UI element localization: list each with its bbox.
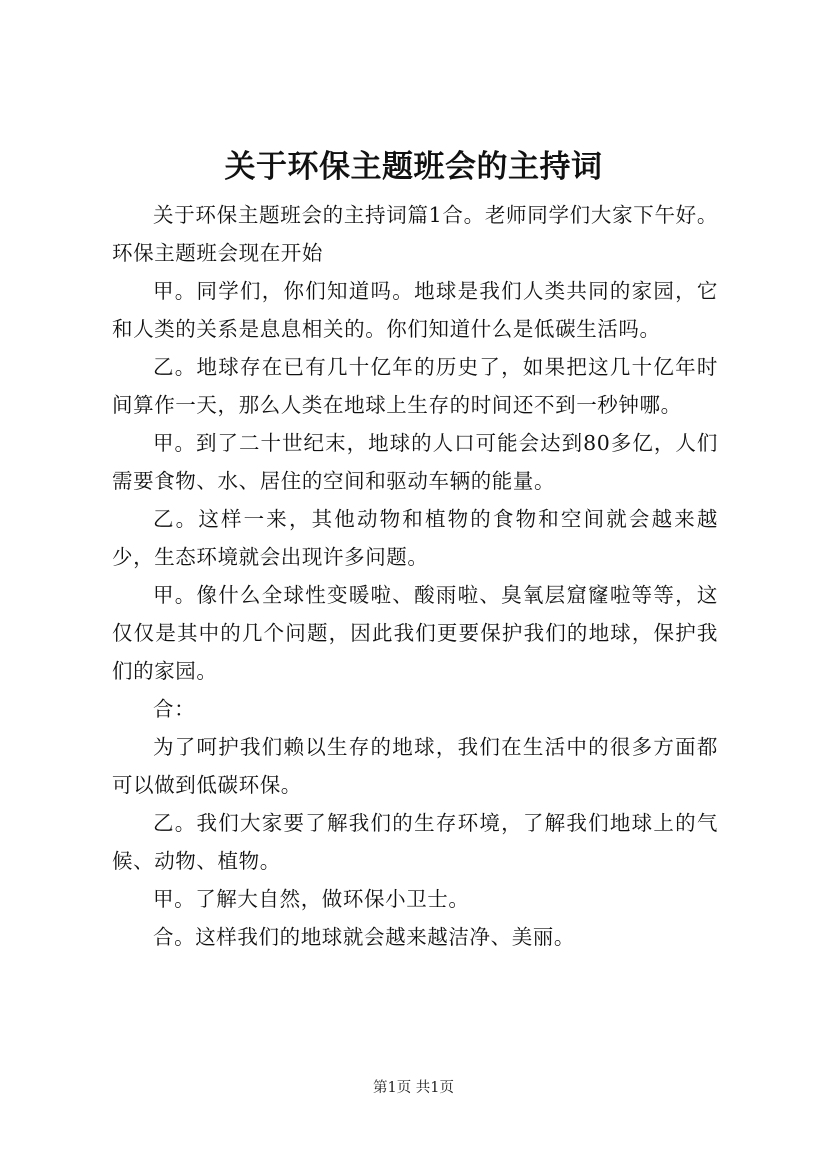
page-footer <box>0 1078 827 1098</box>
document-title: 关于环保主题班会的主持词 <box>224 149 603 185</box>
paragraph: 甲。到了二十世纪末，地球的人口可能会达到80多亿，人们需要食物、水、居住的空间和驱动车辆的能量。 <box>112 431 718 493</box>
paragraph: 乙。这样一来，其他动物和植物的食物和空间就会越来越少，生态环境就会出现许多问题。 <box>112 507 718 569</box>
document-body <box>112 196 718 956</box>
paragraph: 合。这样我们的地球就会越来越洁净、美丽。 <box>153 925 575 949</box>
paragraph: 甲。同学们，你们知道吗。地球是我们人类共同的家园，它和人类的关系是息息相关的。你们知道什么是低碳生活吗。 <box>112 279 718 341</box>
paragraph: 甲。像什么全球性变暖啦、酸雨啦、臭氧层窟窿啦等等，这仅仅是其中的几个问题，因此我们更要保护我们的地球，保护我们的家园。 <box>112 583 718 683</box>
paragraph: 合： <box>153 697 196 721</box>
paragraph: 为了呵护我们赖以生存的地球，我们在生活中的很多方面都可以做到低碳环保。 <box>112 735 718 797</box>
page-number-label: 第1页 共1页 <box>372 1080 455 1096</box>
paragraph: 关于环保主题班会的主持词篇1合。老师同学们大家下午好。环保主题班会现在开始 <box>112 203 718 265</box>
paragraph: 乙。我们大家要了解我们的生存环境，了解我们地球上的气候、动物、植物。 <box>112 811 718 873</box>
paragraph: 甲。了解大自然，做环保小卫士。 <box>153 887 470 911</box>
paragraph: 乙。地球存在已有几十亿年的历史了，如果把这几十亿年时间算作一天，那么人类在地球上生存的时间还不到一秒钟哪。 <box>112 355 718 417</box>
